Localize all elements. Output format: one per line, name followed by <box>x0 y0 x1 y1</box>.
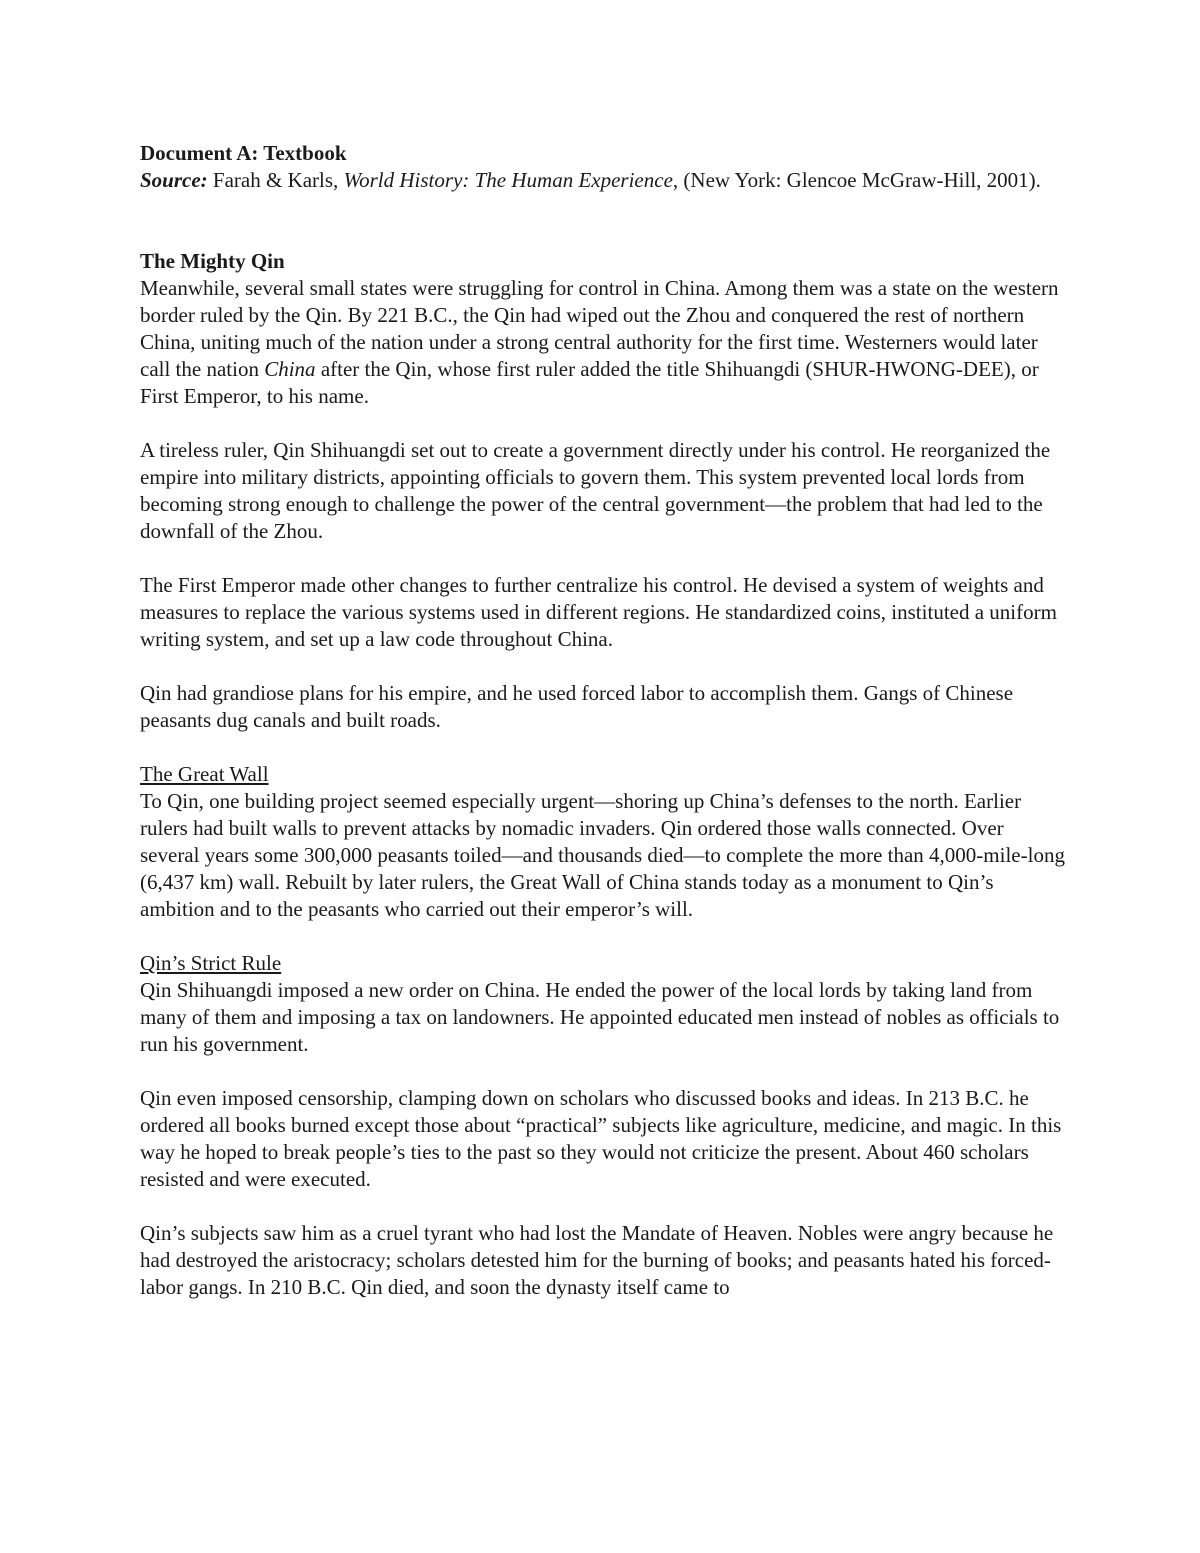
paragraph-mighty-qin-4: Qin had grandiose plans for his empire, and he used forced labor to accomplish them. Gangs of Chinese peasants dug canals and built roads. <box>140 681 1014 732</box>
paragraph-strict-rule-1: Qin Shihuangdi imposed a new order on China. He ended the power of the local lords by taking land from many of them and imposing a tax on landowners. He appointed educated men instead of nobles as officials to run his government. <box>140 978 1060 1056</box>
paragraph-great-wall-1: To Qin, one building project seemed especially urgent—shoring up China’s defenses to the north. Earlier rulers had built walls to prevent attacks by nomadic invaders. Qin ordered those walls connected. Over several years some 300,000 peasants toiled—and thousands died—to complete the more than 4,000-mile-long (6,437 km) wall. Rebuilt by later rulers, the Great Wall of China stands today as a monument to Qin’s ambition and to the peasants who carried out their emperor’s will. <box>140 789 1065 921</box>
paragraph-strict-rule-2: Qin even imposed censorship, clamping down on scholars who discussed books and ideas. In 213 B.C. he ordered all books burned except those about “practical” subjects like agriculture, medicine, and magic. In this way he hoped to break people’s ties to the past so they would not criticize the present. About 460 scholars resisted and were executed. <box>140 1086 1062 1191</box>
paragraph-italic-china: China <box>264 357 316 381</box>
paragraph-mighty-qin-1 <box>140 275 1065 410</box>
subheading-strict-rule: Qin’s Strict Rule <box>140 951 282 975</box>
subheading-great-wall: The Great Wall <box>140 762 269 786</box>
paragraph-text: Meanwhile, several small states were struggling for control in China. Among them was a state on the western border ruled by the Qin. By 221 B.C., the Qin had wiped out the Zhou and conquered the rest of northern China, uniting much of the nation under a strong central authority for the first time. Westerners would later call the nation <box>140 276 1059 381</box>
source-publisher: , (New York: Glencoe McGraw-Hill, 2001). <box>672 168 1041 192</box>
source-authors: Farah & Karls, <box>207 168 344 192</box>
paragraph-mighty-qin-2: A tireless ruler, Qin Shihuangdi set out to create a government directly under his control. He reorganized the empire into military districts, appointing officials to govern them. This system prevented local lords from becoming strong enough to challenge the power of the central government—the problem that had led to the downfall of the Zhou. <box>140 438 1051 543</box>
section-title: The Mighty Qin <box>140 249 285 273</box>
document-page <box>140 140 1065 1301</box>
source-citation <box>140 167 1065 194</box>
paragraph-text: after the Qin, whose first ruler added the title Shihuangdi (SHUR-HWONG-DEE), or First Emperor, to his name. <box>140 357 1039 408</box>
source-label: Source: <box>140 168 208 192</box>
document-title: Document A: Textbook <box>140 141 347 165</box>
paragraph-strict-rule-3: Qin’s subjects saw him as a cruel tyrant who had lost the Mandate of Heaven. Nobles were angry because he had destroyed the aristocracy; scholars detested him for the burning of books; and peasants hated his forced-labor gangs. In 210 B.C. Qin died, and soon the dynasty itself came to <box>140 1221 1054 1299</box>
source-book-title: World History: The Human Experience <box>343 168 673 192</box>
paragraph-mighty-qin-3: The First Emperor made other changes to further centralize his control. He devised a system of weights and measures to replace the various systems used in different regions. He standardized coins, instituted a uniform writing system, and set up a law code throughout China. <box>140 573 1057 651</box>
